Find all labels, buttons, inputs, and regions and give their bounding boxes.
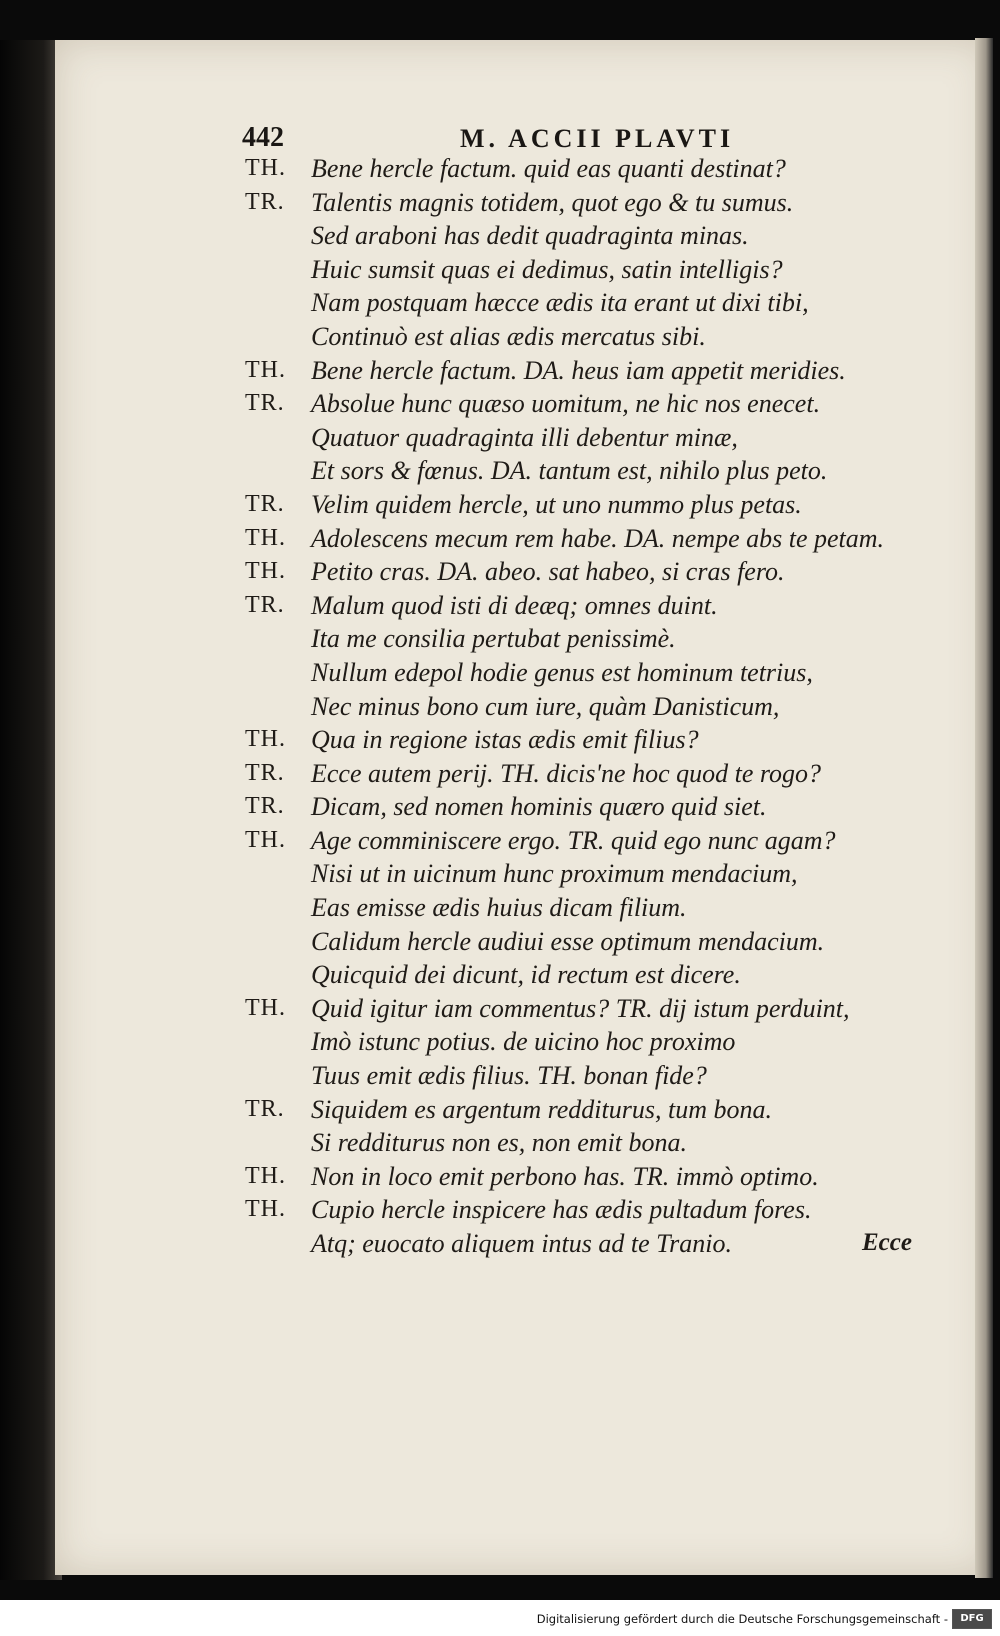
verse-text: Tuus emit ædis filius. TH. bonan fide? [311,1061,707,1091]
dialogue-text [245,152,945,1261]
verse-text: Nec minus bono cum iure, quàm Danisticum, [311,691,780,721]
verse-text: Sed araboni has dedit quadraginta minas. [311,221,749,251]
dialogue-line [245,186,945,220]
verse-text: Absolue hunc quæso uomitum, ne hic nos enecet. [311,389,821,419]
verse-text: Imò istunc potius. de uicino hoc proximo [311,1027,736,1057]
dialogue-line [245,387,945,421]
dialogue-line [245,421,945,455]
speaker-label: TR. [245,490,285,517]
speaker-label: TH. [245,726,286,753]
dfg-logo-icon: DFG [952,1609,992,1629]
funding-credit: Digitalisierung gefördert durch die Deutsche Forschungsgemeinschaft - [536,1612,948,1626]
dialogue-line [245,824,945,858]
dialogue-line [245,723,945,757]
dialogue-line [245,622,945,656]
dialogue-line [245,757,945,791]
verse-text: Siquidem es argentum redditurus, tum bona. [311,1094,772,1124]
speaker-label: TH. [245,155,286,181]
dialogue-line [245,320,945,354]
speaker-label: TR. [245,1095,285,1122]
catchword: Ecce [862,1229,912,1256]
verse-text: Adolescens mecum rem habe. DA. nempe abs te petam. [311,523,885,553]
dialogue-line [245,1227,945,1261]
verse-text: Nullum edepol hodie genus est hominum tetrius, [311,657,813,687]
dialogue-line [245,1059,945,1093]
dialogue-line [245,219,945,253]
dialogue-line [245,522,945,556]
speaker-label: TR. [245,793,285,820]
dialogue-line [245,152,945,186]
dialogue-line [245,656,945,690]
dialogue-line [245,790,945,824]
verse-text: Quid igitur iam commentus? TR. dij istum perduint, [311,993,850,1023]
verse-text: Si redditurus non es, non emit bona. [311,1128,688,1158]
verse-text: Nam postquam hæcce ædis ita erant ut dixi tibi, [311,288,809,318]
dialogue-line [245,1025,945,1059]
speaker-label: TR. [245,188,285,215]
verse-text: Talentis magnis totidem, quot ego & tu sumus. [311,187,794,217]
verse-text: Eas emisse ædis huius dicam filium. [311,893,687,923]
speaker-label: TH. [245,558,286,585]
verse-text: Petito cras. DA. abeo. sat habeo, si cras fero. [311,557,785,587]
dialogue-line [245,925,945,959]
speaker-label: TH. [245,1196,286,1223]
verse-text: Et sors & fœnus. DA. tantum est, nihilo plus peto. [311,456,828,486]
verse-text: Atq; euocato aliquem intus ad te Tranio. [311,1229,733,1258]
verse-text: Qua in regione istas ædis emit filius? [311,725,699,755]
dialogue-line [245,589,945,623]
dialogue-line [245,286,945,320]
verse-text: Velim quidem hercle, ut uno nummo plus petas. [311,489,802,519]
speaker-label: TH. [245,826,286,853]
verse-text: Ecce autem perij. TH. dicis'ne hoc quod te rogo? [311,758,822,788]
verse-text: Non in loco emit perbono has. TR. immò optimo. [311,1161,819,1191]
speaker-label: TH. [245,356,286,383]
dialogue-line [245,1126,945,1160]
verse-text: Cupio hercle inspicere has ædis pultadum fores. [311,1195,812,1225]
dialogue-line [245,690,945,724]
verse-text: Bene hercle factum. quid eas quanti destinat? [311,154,786,183]
verse-text: Continuò est alias ædis mercatus sibi. [311,321,706,351]
dialogue-line [245,857,945,891]
speaker-label: TR. [245,591,285,618]
dialogue-line [245,555,945,589]
page-number: 442 [242,122,284,153]
dialogue-line [245,1193,945,1227]
dialogue-line [245,992,945,1026]
verse-text: Huic sumsit quas ei dedimus, satin intelligis? [311,254,783,284]
verse-text: Ita me consilia pertubat penissimè. [311,624,676,654]
verse-text: Calidum hercle audiui esse optimum mendacium. [311,926,825,956]
verse-text: Quatuor quadraginta illi debentur minæ, [311,422,738,452]
speaker-label: TH. [245,994,286,1021]
dialogue-line [245,454,945,488]
speaker-label: TH. [245,1162,286,1189]
dialogue-line [245,488,945,522]
speaker-label: TH. [245,524,286,551]
verse-text: Malum quod isti di deæq; omnes duint. [311,590,718,620]
verse-text: Nisi ut in uicinum hunc proximum mendacium, [311,859,798,889]
dialogue-line [245,354,945,388]
dialogue-line [245,253,945,287]
verse-text: Quicquid dei dicunt, id rectum est dicere. [311,960,741,990]
speaker-label: TR. [245,390,285,417]
dialogue-line [245,891,945,925]
dialogue-line [245,958,945,992]
speaker-label: TR. [245,759,285,786]
running-title: M. ACCII PLAVTI [460,124,735,153]
verse-text: Dicam, sed nomen hominis quæro quid siet. [311,792,767,822]
book-spine [0,40,62,1580]
footer-bar [0,1600,1000,1636]
verse-text: Bene hercle factum. DA. heus iam appetit meridies. [311,355,846,385]
verse-text: Age comminiscere ergo. TR. quid ego nunc agam? [311,825,836,855]
dialogue-line [245,1160,945,1194]
page-edge [975,38,993,1578]
dialogue-line [245,1093,945,1127]
